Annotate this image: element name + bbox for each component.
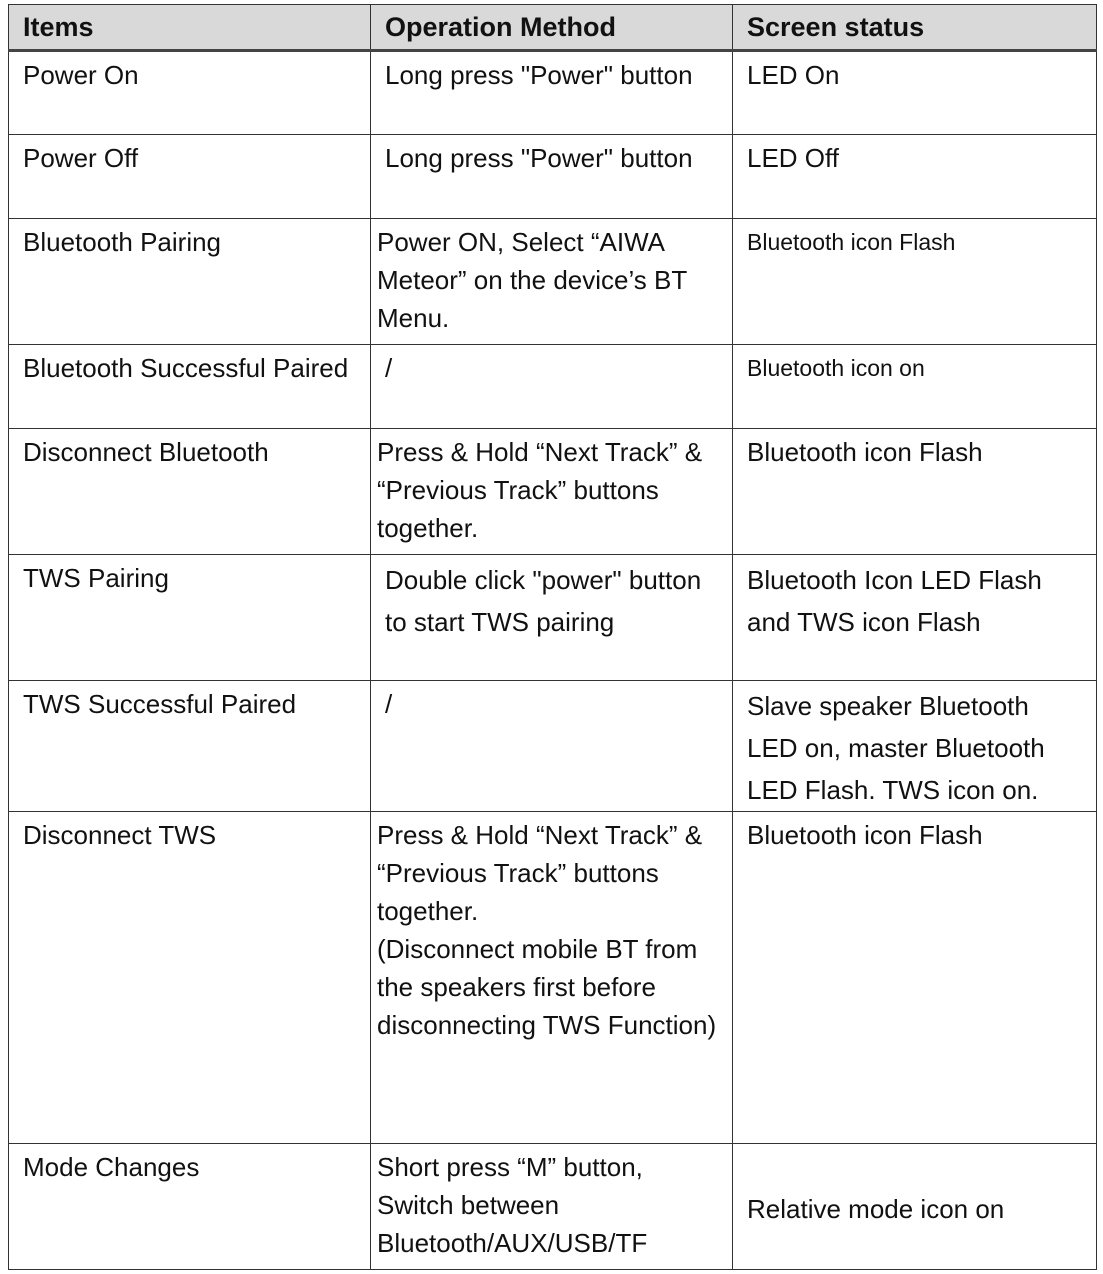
status-cell: LED Off xyxy=(733,135,1097,219)
table-row xyxy=(9,135,1097,219)
table-row xyxy=(9,1144,1097,1270)
method-cell: Long press "Power" button xyxy=(371,135,733,219)
item-cell: Disconnect Bluetooth xyxy=(9,429,371,555)
item-cell: TWS Pairing xyxy=(9,555,371,681)
method-cell: Double click "power" button to start TWS pairing xyxy=(371,555,733,681)
header-operation-method: Operation Method xyxy=(371,5,733,51)
item-cell: Bluetooth Pairing xyxy=(9,219,371,345)
method-cell: / xyxy=(371,345,733,429)
table-row xyxy=(9,219,1097,345)
table-row xyxy=(9,555,1097,681)
status-cell: Bluetooth icon Flash xyxy=(733,429,1097,555)
method-cell xyxy=(371,812,733,1144)
table-row xyxy=(9,429,1097,555)
header-screen-status: Screen status xyxy=(733,5,1097,51)
status-cell: Bluetooth icon Flash xyxy=(733,219,1097,345)
header-items: Items xyxy=(9,5,371,51)
header-row xyxy=(9,5,1097,51)
method-cell: Short press “M” button, Switch between Bluetooth/AUX/USB/TF xyxy=(371,1144,733,1270)
status-cell: Bluetooth Icon LED Flash and TWS icon Flash xyxy=(733,555,1097,681)
item-cell: Bluetooth Successful Paired xyxy=(9,345,371,429)
status-cell: Bluetooth icon Flash xyxy=(733,812,1097,1144)
method-text: Press & Hold “Next Track” & “Previous Track” buttons together. xyxy=(377,820,703,926)
method-note: (Disconnect mobile BT from the speakers first before disconnecting TWS Function) xyxy=(377,934,717,1040)
item-cell: Power Off xyxy=(9,135,371,219)
method-cell: Press & Hold “Next Track” & “Previous Track” buttons together. xyxy=(371,429,733,555)
status-cell: Relative mode icon on xyxy=(733,1144,1097,1270)
table-row xyxy=(9,345,1097,429)
operation-table xyxy=(8,4,1097,1270)
table-row xyxy=(9,51,1097,135)
item-cell: TWS Successful Paired xyxy=(9,681,371,812)
status-cell: LED On xyxy=(733,51,1097,135)
table-row xyxy=(9,681,1097,812)
status-cell: Bluetooth icon on xyxy=(733,345,1097,429)
item-cell: Mode Changes xyxy=(9,1144,371,1270)
item-cell: Power On xyxy=(9,51,371,135)
method-cell: / xyxy=(371,681,733,812)
item-cell: Disconnect TWS xyxy=(9,812,371,1144)
method-cell: Long press "Power" button xyxy=(371,51,733,135)
method-cell: Power ON, Select “AIWA Meteor” on the device’s BT Menu. xyxy=(371,219,733,345)
status-cell: Slave speaker Bluetooth LED on, master Bluetooth LED Flash. TWS icon on. xyxy=(733,681,1097,812)
table-row xyxy=(9,812,1097,1144)
